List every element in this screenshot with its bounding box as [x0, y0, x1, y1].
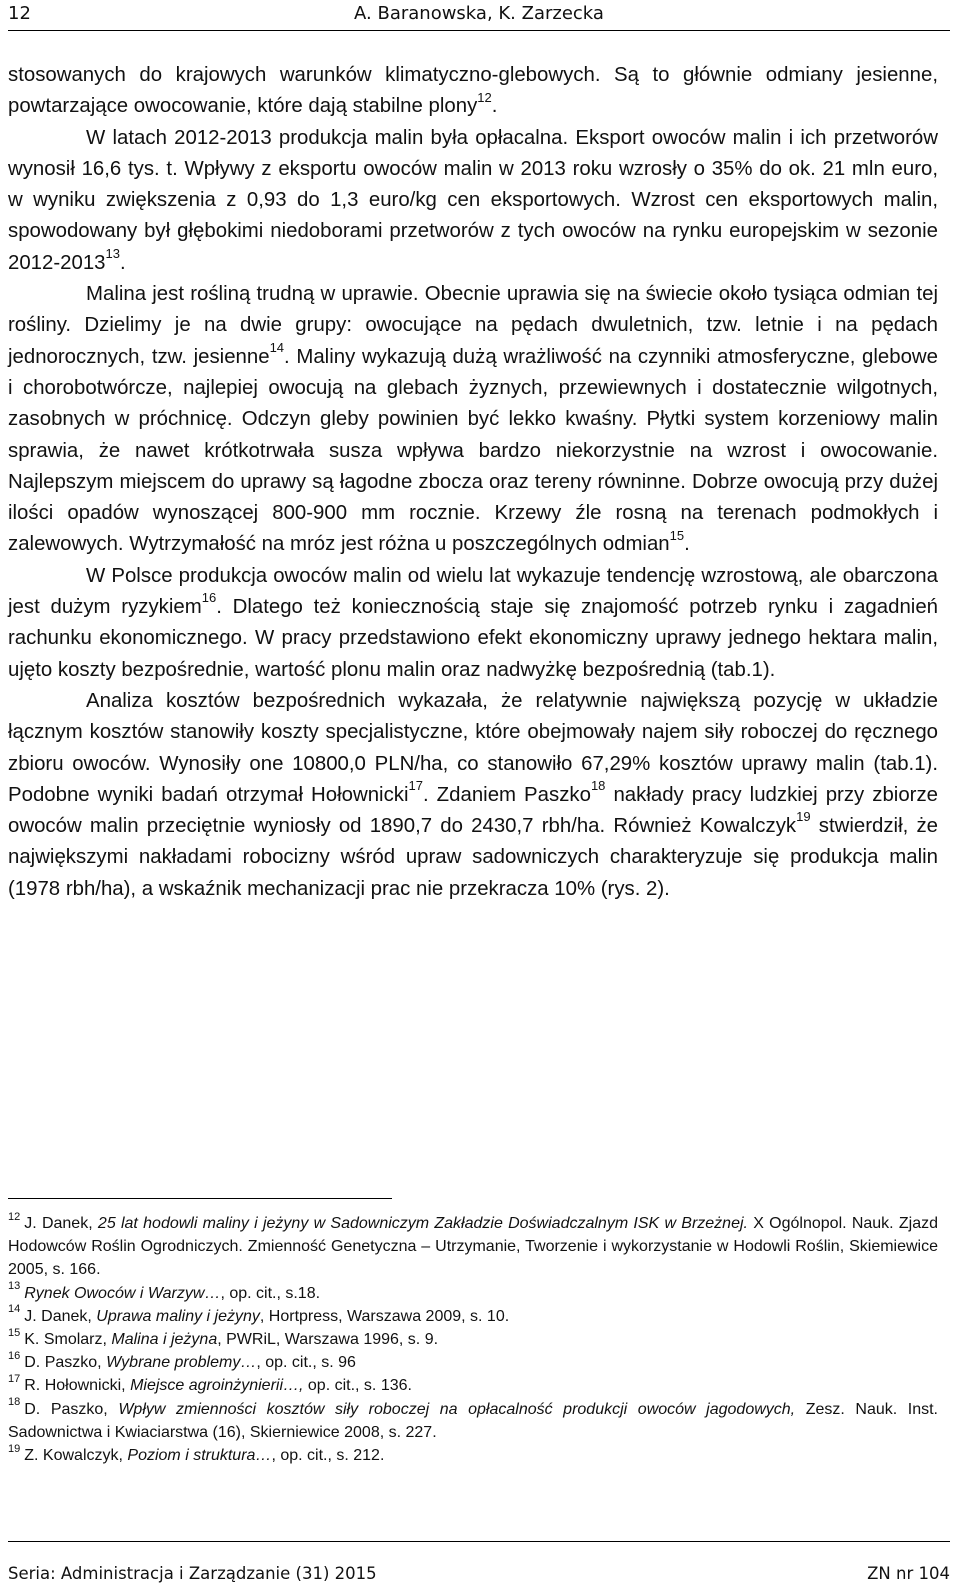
- paragraph-4-text: W Polsce produkcja owoców malin od wielu lat wykazuje tendencję wzrostową, ale obarczona jest dużym ryzykiem: [8, 564, 938, 619]
- main-text: [8, 60, 938, 905]
- footnote: [8, 1282, 938, 1305]
- footnote-author: J. Danek,: [24, 1307, 97, 1325]
- footnote-title: Malina i jeżyna: [111, 1331, 218, 1349]
- footnote: [8, 1328, 938, 1351]
- paragraph-5-text: Analiza kosztów bezpośrednich wykazała, że relatywnie największą pozycję w układzie łącznym kosztów stanowiły koszty specjalistyczne, które obejmowały najem siły roboczej do ręcznego zbioru owoców. Wynosiły one 10800,0 PLN/ha, co stanowiło 67,29% kosztów uprawy malin (tab.1). Podobne wyniki badań otrzymał Hołownicki: [8, 689, 938, 806]
- footnote-title: Poziom i struktura…: [127, 1447, 272, 1465]
- paragraph-1-text-end: .: [491, 95, 498, 118]
- running-header: [8, 0, 950, 32]
- footnote-details: , op. cit., s.18.: [220, 1284, 321, 1302]
- paragraph-2-text-end: .: [119, 251, 126, 274]
- footnote: [8, 1444, 938, 1467]
- footnote-number: 14: [8, 1303, 21, 1316]
- footnote-author: D. Paszko,: [24, 1400, 119, 1418]
- footnote-number: 19: [8, 1442, 21, 1455]
- footer-rule: [8, 1541, 950, 1542]
- paragraph-3: [8, 279, 938, 561]
- footnote-ref-18: 18: [590, 778, 606, 794]
- footnote-title: Wybrane problemy…: [106, 1354, 257, 1372]
- header-rule: [8, 30, 950, 31]
- footnote-ref-17: 17: [408, 778, 423, 794]
- footnotes: [8, 1212, 938, 1467]
- footnote-author: D. Paszko,: [24, 1354, 107, 1372]
- footnote-details: X Ogólnopol. Nauk. Zjazd Hodowców Roślin Ogrodniczych. Zmienność Genetyczna – Utrzymanie, Tworzenie i wykorzystanie w Hodowli Roślin, Skiemiewice 2005, s. 166.: [8, 1215, 939, 1279]
- footnote-ref-16: 16: [201, 590, 217, 606]
- footnote-ref-15: 15: [669, 527, 685, 543]
- paragraph-4-text-end: . Dlatego też koniecznością staje się znajomość potrzeb rynku i zagadnień rachunku ekonomicznego. W pracy przedstawiono efekt ekonomiczny uprawy jednego hektara malin, ujęto koszty bezpośrednie, wartość plonu malin oraz nadwyżkę bezpośrednią (tab.1).: [8, 596, 938, 681]
- running-footer: [8, 1558, 950, 1588]
- footnote-details: , Hortpress, Warszawa 2009, s. 10.: [259, 1307, 510, 1325]
- footnote-ref-13: 13: [105, 245, 120, 261]
- paragraph-4: [8, 561, 938, 686]
- footnote-separator: [8, 1198, 392, 1199]
- footnote: [8, 1305, 938, 1328]
- footnote: [8, 1398, 938, 1444]
- footnote-author: Z. Kowalczyk,: [24, 1447, 128, 1465]
- footnote-details: , op. cit., s. 212.: [271, 1447, 385, 1465]
- footnote-number: 16: [8, 1349, 21, 1362]
- footnote-title: 25 lat hodowli maliny i jeżyny w Sadowniczym Zakładzie Doświadczalnym ISK w Brzeżnej.: [97, 1215, 748, 1232]
- paragraph-3-text-mid: . Maliny wykazują dużą wrażliwość na czynniki atmosferyczne, glebowe i chorobotwórcze, najlepiej owocują na glebach żyznych, przewiewnych i dostatecznie wilgotnych, zasobnych w próchnicę. Odczyn gleby powinien być lekko kwaśny. Płytki system korzeniowy malin sprawia, że nawet krótkotrwała susza wpływa bardzo niekorzystnie na wzrost i owocowanie. Najlepszym miejscem do uprawy są łagodne zbocza oraz tereny równinne. Dobrze owocują przy dużej ilości opadów wynoszącej 800-900 mm rocznie. Krzewy źle rosną na terenach podmokłych i zalewowych. Wytrzymałość na mróz jest różna u poszczególnych odmian: [8, 345, 938, 556]
- paragraph-3-text-end: .: [684, 533, 690, 556]
- paragraph-2: [8, 123, 938, 279]
- footnote-author: R. Hołownicki,: [24, 1377, 131, 1395]
- footnote-number: 13: [8, 1280, 21, 1293]
- footnote-title: Rynek Owoców i Warzyw…: [24, 1284, 221, 1302]
- paragraph-5: [8, 686, 938, 905]
- footnote: [8, 1351, 938, 1374]
- paragraph-5-text-end: stwierdził, że największymi nakładami robocizny wśród upraw sadowniczych charakteryzuje się produkcja malin (1978 rbh/ha), a wskaźnik mechanizacji prac nie przekracza 10% (rys. 2).: [8, 815, 938, 900]
- footnote-details: , op. cit., s. 96: [256, 1354, 356, 1372]
- paragraph-3-text: Malina jest rośliną trudną w uprawie. Obecnie uprawia się na świecie około tysiąca odmian tej rośliny. Dzielimy je na dwie grupy: owocujące na pędach dwuletnich, tzw. letnie i na pędach jednorocznych, tzw. jesienne: [8, 283, 938, 368]
- footnote-details: Zesz. Nauk. Inst. Sadownictwa i Kwiaciarstwa (16), Skierniewice 2008, s. 227.: [8, 1400, 939, 1441]
- footnote-ref-14: 14: [269, 339, 285, 355]
- paragraph-2-text: W latach 2012-2013 produkcja malin była opłacalna. Eksport owoców malin i ich przetworów wynosił 16,6 tys. t. Wpływy z eksportu owoców malin w 2013 roku wzrosły o 35% do ok. 21 mln euro, w wyniku zwiększenia z 0,93 do 1,3 euro/kg cen eksportowych. Wzrost cen eksportowych malin, spowodowany był głębokimi niedoborami przetworów z tych owoców na rynku europejskim w sezonie 2012-2013: [8, 126, 938, 274]
- footnote-author: J. Danek,: [24, 1215, 98, 1232]
- footnote-number: 15: [8, 1326, 21, 1339]
- footnote: [8, 1374, 938, 1397]
- page-number: 12: [8, 3, 31, 24]
- footnote-details: op. cit., s. 136.: [303, 1377, 412, 1395]
- paragraph-5-text-3: nakłady pracy ludzkiej przy zbiorze owoców malin przeciętnie wyniosły od 1890,7 do 2430,7 rbh/ha. Również Kowalczyk: [8, 783, 938, 838]
- footnote-author: K. Smolarz,: [24, 1331, 112, 1349]
- footnote-number: 12: [8, 1210, 21, 1223]
- footnote-title: Wpływ zmienności kosztów siły roboczej na opłacalność produkcji owoców jagodowych,: [118, 1400, 796, 1418]
- paragraph-5-text-2: . Zdaniem Paszko: [422, 783, 591, 806]
- footnote-title: Miejsce agroinżynierii…,: [130, 1377, 304, 1395]
- footnote-details: , PWRiL, Warszawa 1996, s. 9.: [217, 1331, 439, 1349]
- footnote-ref-19: 19: [796, 809, 811, 825]
- footnote-number: 17: [8, 1373, 21, 1386]
- footnote-ref-12: 12: [477, 89, 492, 105]
- footer-issue: ZN nr 104: [867, 1564, 950, 1583]
- footnote-number: 18: [8, 1396, 21, 1409]
- paragraph-1: [8, 60, 938, 123]
- paragraph-1-text: stosowanych do krajowych warunków klimatyczno-glebowych. Są to głównie odmiany jesienne, powtarzające owocowanie, które dają stabilne plony: [8, 64, 938, 118]
- header-authors: A. Baranowska, K. Zarzecka: [354, 3, 604, 24]
- footer-series: Seria: Administracja i Zarządzanie (31) 2015: [8, 1564, 377, 1583]
- footnote-title: Uprawa maliny i jeżyny: [96, 1307, 260, 1325]
- footnote: [8, 1212, 938, 1282]
